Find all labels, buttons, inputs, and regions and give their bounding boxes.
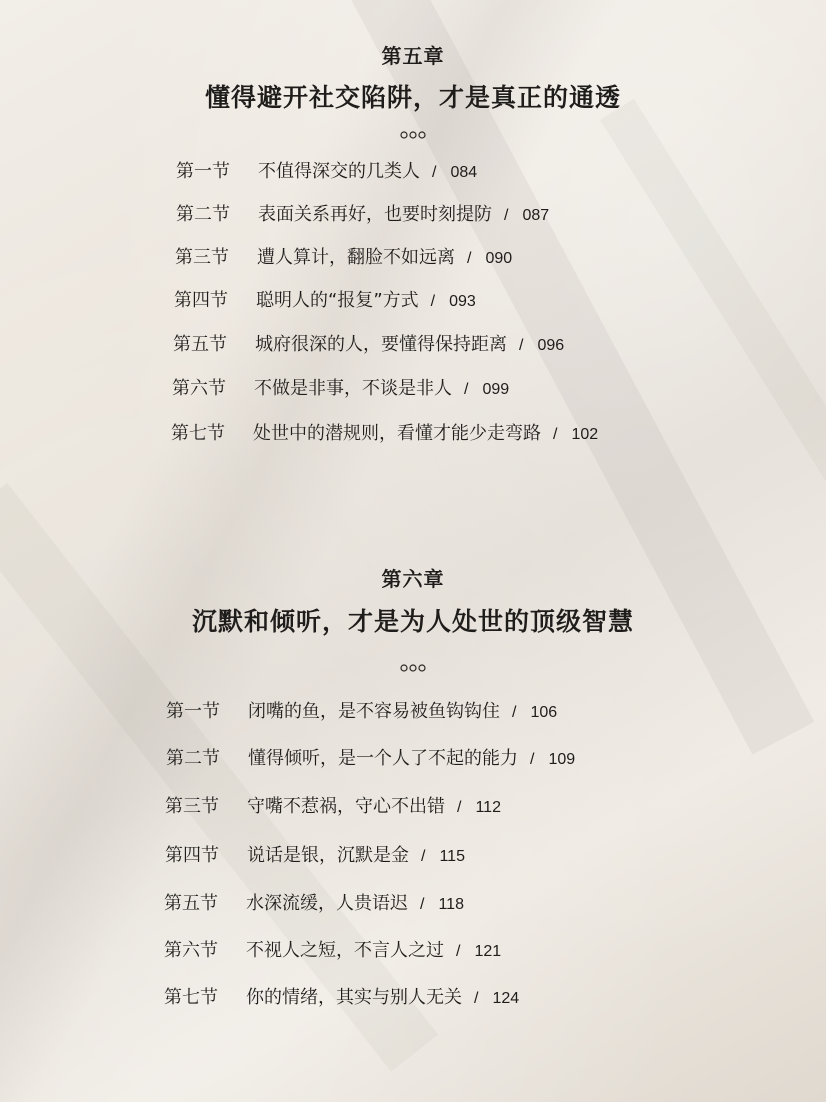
page-number: 093 [449,293,476,310]
toc-entry[interactable] [164,938,501,964]
section-title: 表面关系再好，也要时刻提防 [258,204,492,225]
separator: / [504,207,509,224]
section-title: 你的情绪，其实与别人无关 [246,987,462,1008]
toc-entry[interactable] [175,245,512,271]
section-number: 第一节 [176,161,230,182]
ornament-divider-icon [398,130,428,140]
toc-entry[interactable] [171,421,598,447]
section-number: 第五节 [164,893,218,914]
separator: / [432,164,437,181]
toc-entry[interactable] [166,699,557,725]
section-number: 第二节 [166,748,220,769]
separator: / [464,381,469,398]
page-number: 099 [482,381,510,398]
separator: / [420,896,425,913]
toc-entry[interactable] [165,843,465,869]
section-number: 第四节 [165,845,219,866]
page-number: 124 [492,990,520,1007]
section-title: 懂得倾听，是一个人了不起的能力 [248,748,518,769]
separator: / [467,250,472,267]
section-number: 第七节 [164,987,218,1008]
section-title: 说话是银，沉默是金 [247,845,409,866]
toc-entry[interactable] [165,794,501,820]
chapter-title: 懂得避开社交陷阱，才是真正的通透 [204,83,621,112]
separator: / [512,704,517,721]
separator: / [474,990,479,1007]
page-number: 121 [474,943,502,960]
section-number: 第三节 [165,796,219,817]
toc-entry[interactable] [164,891,464,917]
toc-entry[interactable] [176,159,477,185]
section-title: 不视人之短，不言人之过 [246,940,444,961]
section-title: 不做是非事，不谈是非人 [254,378,452,399]
section-title: 闭嘴的鱼，是不容易被鱼钩钩住 [248,701,500,722]
page-number: 118 [438,896,464,913]
section-number: 第七节 [171,423,225,444]
section-title: 处世中的潜规则，看懂才能少走弯路 [253,423,541,444]
separator: / [430,293,436,310]
toc-entry[interactable] [172,376,509,402]
page-number: 084 [450,164,478,181]
toc-entry[interactable] [173,332,564,358]
section-number: 第六节 [172,378,226,399]
chapter-label: 第五章 [381,44,445,68]
chapter-title: 沉默和倾听，才是为人处世的顶级智慧 [191,607,634,636]
section-number: 第四节 [174,290,228,311]
section-title: 城府很深的人，要懂得保持距离 [255,334,507,355]
section-number: 第六节 [164,940,218,961]
separator: / [457,799,462,816]
toc-entry[interactable] [176,202,549,228]
page-number: 087 [522,207,550,224]
toc-entry[interactable] [164,985,519,1011]
section-number: 第一节 [166,701,220,722]
separator: / [456,943,461,960]
page-number: 112 [475,799,501,816]
ornament-divider-icon [398,663,428,673]
section-title: 聪明人的“报复”方式 [256,290,419,311]
toc-entry[interactable] [174,288,476,314]
page-number: 102 [571,426,599,443]
separator: / [519,337,524,354]
section-title: 水深流缓，人贵语迟 [246,893,408,914]
section-title: 不值得深交的几类人 [258,161,420,182]
page-number: 106 [530,704,558,721]
section-number: 第三节 [175,247,229,268]
page-number: 090 [485,250,513,267]
page-number: 109 [548,751,576,768]
page-number: 096 [537,337,565,354]
chapter-label: 第六章 [381,567,445,591]
page-number: 115 [439,848,465,865]
section-number: 第五节 [173,334,227,355]
section-title: 遭人算计，翻脸不如远离 [257,247,455,268]
section-title: 守嘴不惹祸，守心不出错 [247,796,445,817]
separator: / [421,848,426,865]
section-number: 第二节 [176,204,230,225]
toc-entry[interactable] [166,746,575,772]
separator: / [530,751,535,768]
separator: / [553,426,558,443]
